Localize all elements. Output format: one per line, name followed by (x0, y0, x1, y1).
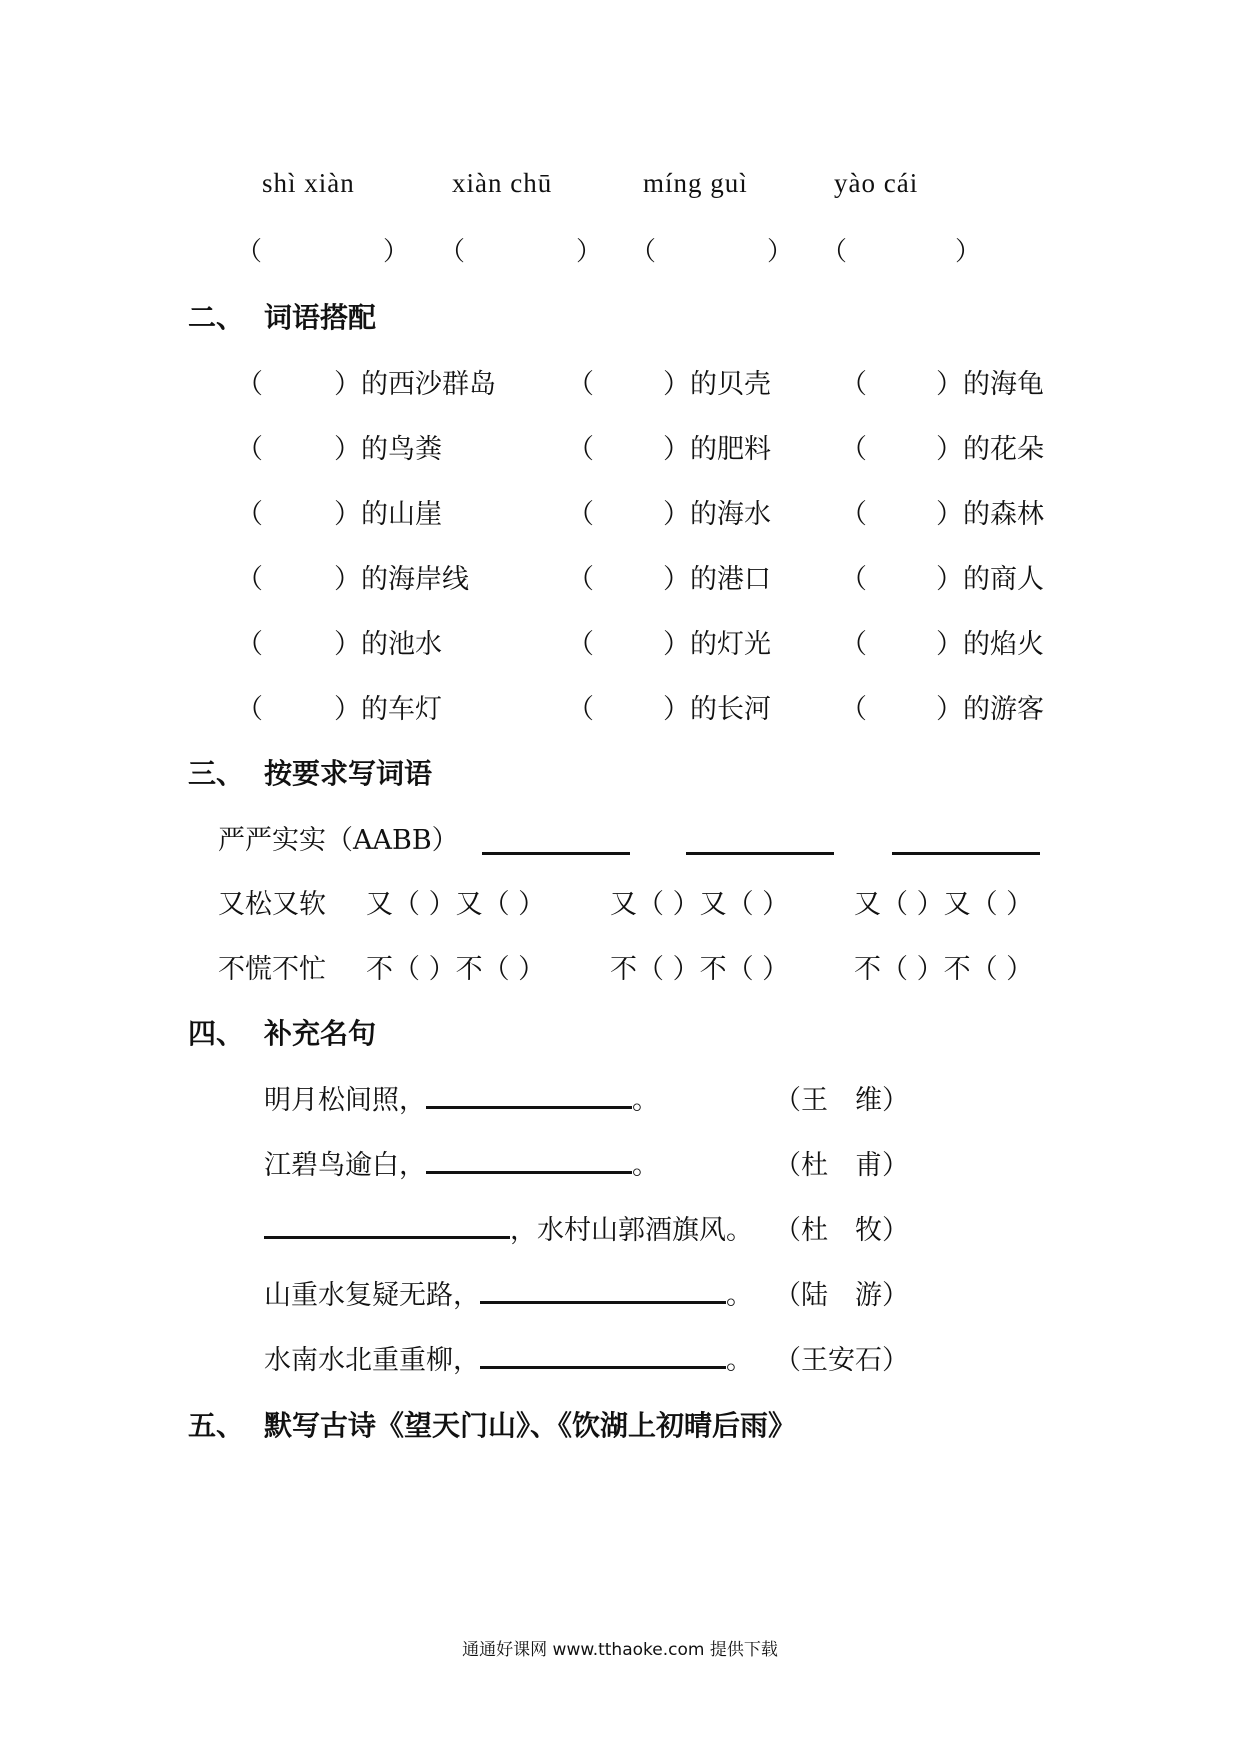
quote-before: 明月松间照， (264, 1085, 426, 1116)
match-item: ）的焰火 (936, 629, 1044, 660)
match-open: （ (567, 564, 594, 595)
match-item: ）的鸟粪 (334, 434, 442, 465)
quote-line (264, 1273, 753, 1312)
quote-author: （杜 牧） (774, 1215, 909, 1246)
quote-author: （陆 游） (774, 1280, 909, 1311)
you-pattern-1: 又（ ）又（ ） (366, 889, 546, 920)
match-open: （ (236, 499, 263, 530)
quote-author: （杜 甫） (774, 1150, 909, 1181)
answer-paren-close-3: ） (767, 237, 794, 267)
match-open: （ (840, 369, 867, 400)
quote-after: ，水村山郭酒旗风。 (510, 1215, 753, 1246)
quote-author: （王安石） (774, 1345, 909, 1376)
bu-pattern-2: 不（ ）不（ ） (610, 954, 790, 985)
quote-before: 水南水北重重柳， (264, 1345, 480, 1376)
you-pattern-2: 又（ ）又（ ） (610, 889, 790, 920)
match-open: （ (236, 694, 263, 725)
match-open: （ (840, 499, 867, 530)
match-open: （ (236, 629, 263, 660)
match-item: ）的商人 (936, 564, 1044, 595)
section4-number: 四、 (188, 1017, 245, 1050)
match-open: （ (236, 434, 263, 465)
answer-paren-open-3: （ (630, 237, 657, 267)
match-open: （ (840, 564, 867, 595)
quote-after: 。 (632, 1150, 659, 1181)
aabb-blank-1[interactable] (482, 828, 630, 855)
quote-line (264, 1078, 659, 1117)
quote-after: 。 (726, 1280, 753, 1311)
quote-blank[interactable] (426, 1147, 632, 1174)
section2-number: 二、 (188, 301, 245, 334)
answer-paren-close-4: ） (955, 237, 982, 267)
quote-blank[interactable] (480, 1277, 726, 1304)
match-item: ）的长河 (663, 694, 771, 725)
bu-label: 不慌不忙 (218, 954, 326, 985)
match-item: ）的池水 (334, 629, 442, 660)
match-item: ）的贝壳 (663, 369, 771, 400)
quote-blank[interactable] (480, 1342, 726, 1369)
quote-line (264, 1338, 753, 1377)
match-open: （ (840, 629, 867, 660)
match-item: ）的花朵 (936, 434, 1044, 465)
bu-pattern-1: 不（ ）不（ ） (366, 954, 546, 985)
section5-number: 五、 (188, 1409, 245, 1442)
match-open: （ (567, 499, 594, 530)
quote-blank[interactable] (426, 1082, 632, 1109)
section4-title: 补充名句 (264, 1017, 377, 1050)
match-item: ）的港口 (663, 564, 771, 595)
quote-after: 。 (726, 1345, 753, 1376)
match-item: ）的游客 (936, 694, 1044, 725)
section5-title: 默写古诗《望天门山》、《饮湖上初晴后雨》 (264, 1409, 797, 1442)
footer-text: 通通好课网 www.tthaoke.com 提供下载 (462, 1640, 778, 1660)
pinyin-4: yào cái (834, 168, 919, 198)
answer-paren-open-4: （ (821, 237, 848, 267)
quote-author: （王 维） (774, 1085, 909, 1116)
match-item: ）的肥料 (663, 434, 771, 465)
match-item: ）的灯光 (663, 629, 771, 660)
match-open: （ (236, 564, 263, 595)
match-open: （ (567, 369, 594, 400)
section3-title: 按要求写词语 (264, 757, 433, 790)
match-open: （ (567, 629, 594, 660)
match-item: ）的西沙群岛 (334, 369, 496, 400)
pinyin-1: shì xiàn (262, 168, 355, 198)
match-item: ）的山崖 (334, 499, 442, 530)
you-pattern-3: 又（ ）又（ ） (854, 889, 1034, 920)
match-open: （ (567, 434, 594, 465)
pinyin-3: míng guì (643, 168, 748, 198)
match-open: （ (236, 369, 263, 400)
match-open: （ (840, 694, 867, 725)
you-label: 又松又软 (218, 889, 326, 920)
bu-pattern-3: 不（ ）不（ ） (854, 954, 1034, 985)
match-item: ）的海岸线 (334, 564, 469, 595)
quote-before: 江碧鸟逾白， (264, 1150, 426, 1181)
answer-paren-close-2: ） (576, 237, 603, 267)
pinyin-2: xiàn chū (452, 168, 553, 198)
answer-paren-open-1: （ (236, 237, 263, 267)
quote-line (264, 1208, 753, 1247)
aabb-blank-3[interactable] (892, 828, 1040, 855)
section3-number: 三、 (188, 757, 245, 790)
match-item: ）的森林 (936, 499, 1044, 530)
section2-title: 词语搭配 (264, 301, 377, 334)
match-open: （ (840, 434, 867, 465)
answer-paren-open-2: （ (439, 237, 466, 267)
quote-line (264, 1143, 659, 1182)
answer-paren-close-1: ） (383, 237, 410, 267)
aabb-blank-2[interactable] (686, 828, 834, 855)
quote-before: 山重水复疑无路， (264, 1280, 480, 1311)
aabb-label: 严严实实（AABB） (218, 825, 459, 856)
match-item: ）的海龟 (936, 369, 1044, 400)
match-item: ）的海水 (663, 499, 771, 530)
match-open: （ (567, 694, 594, 725)
quote-after: 。 (632, 1085, 659, 1116)
quote-blank[interactable] (264, 1212, 510, 1239)
match-item: ）的车灯 (334, 694, 442, 725)
